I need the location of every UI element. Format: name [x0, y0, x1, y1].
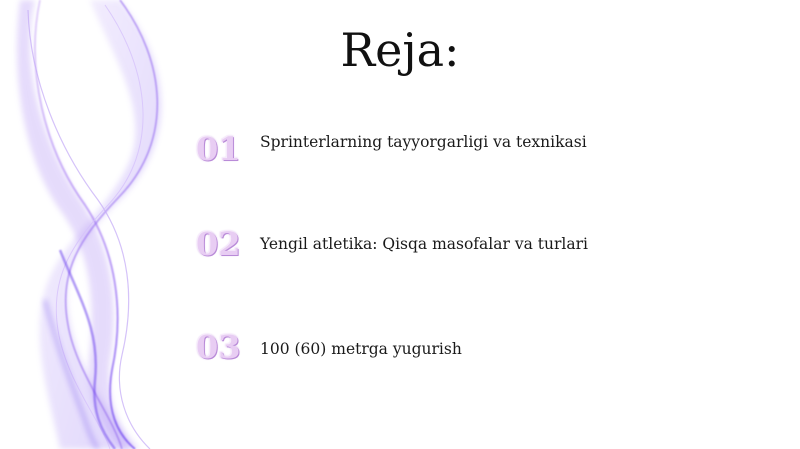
- agenda-item: [196, 222, 756, 266]
- agenda-number: 03: [196, 328, 241, 366]
- agenda-number: 01: [196, 130, 241, 168]
- agenda-text: Yengil atletika: Qisqa masofalar va turlari: [260, 235, 588, 253]
- agenda-text: 100 (60) metrga yugurish: [260, 340, 462, 358]
- agenda-item: [196, 325, 756, 369]
- slide-title: Reja:: [340, 23, 460, 77]
- agenda-number: 02: [196, 225, 241, 263]
- agenda-item: [196, 127, 756, 171]
- smoke-ribbon-decoration: [0, 0, 200, 449]
- agenda-text: Sprinterlarning tayyorgarligi va texnikasi: [260, 133, 587, 151]
